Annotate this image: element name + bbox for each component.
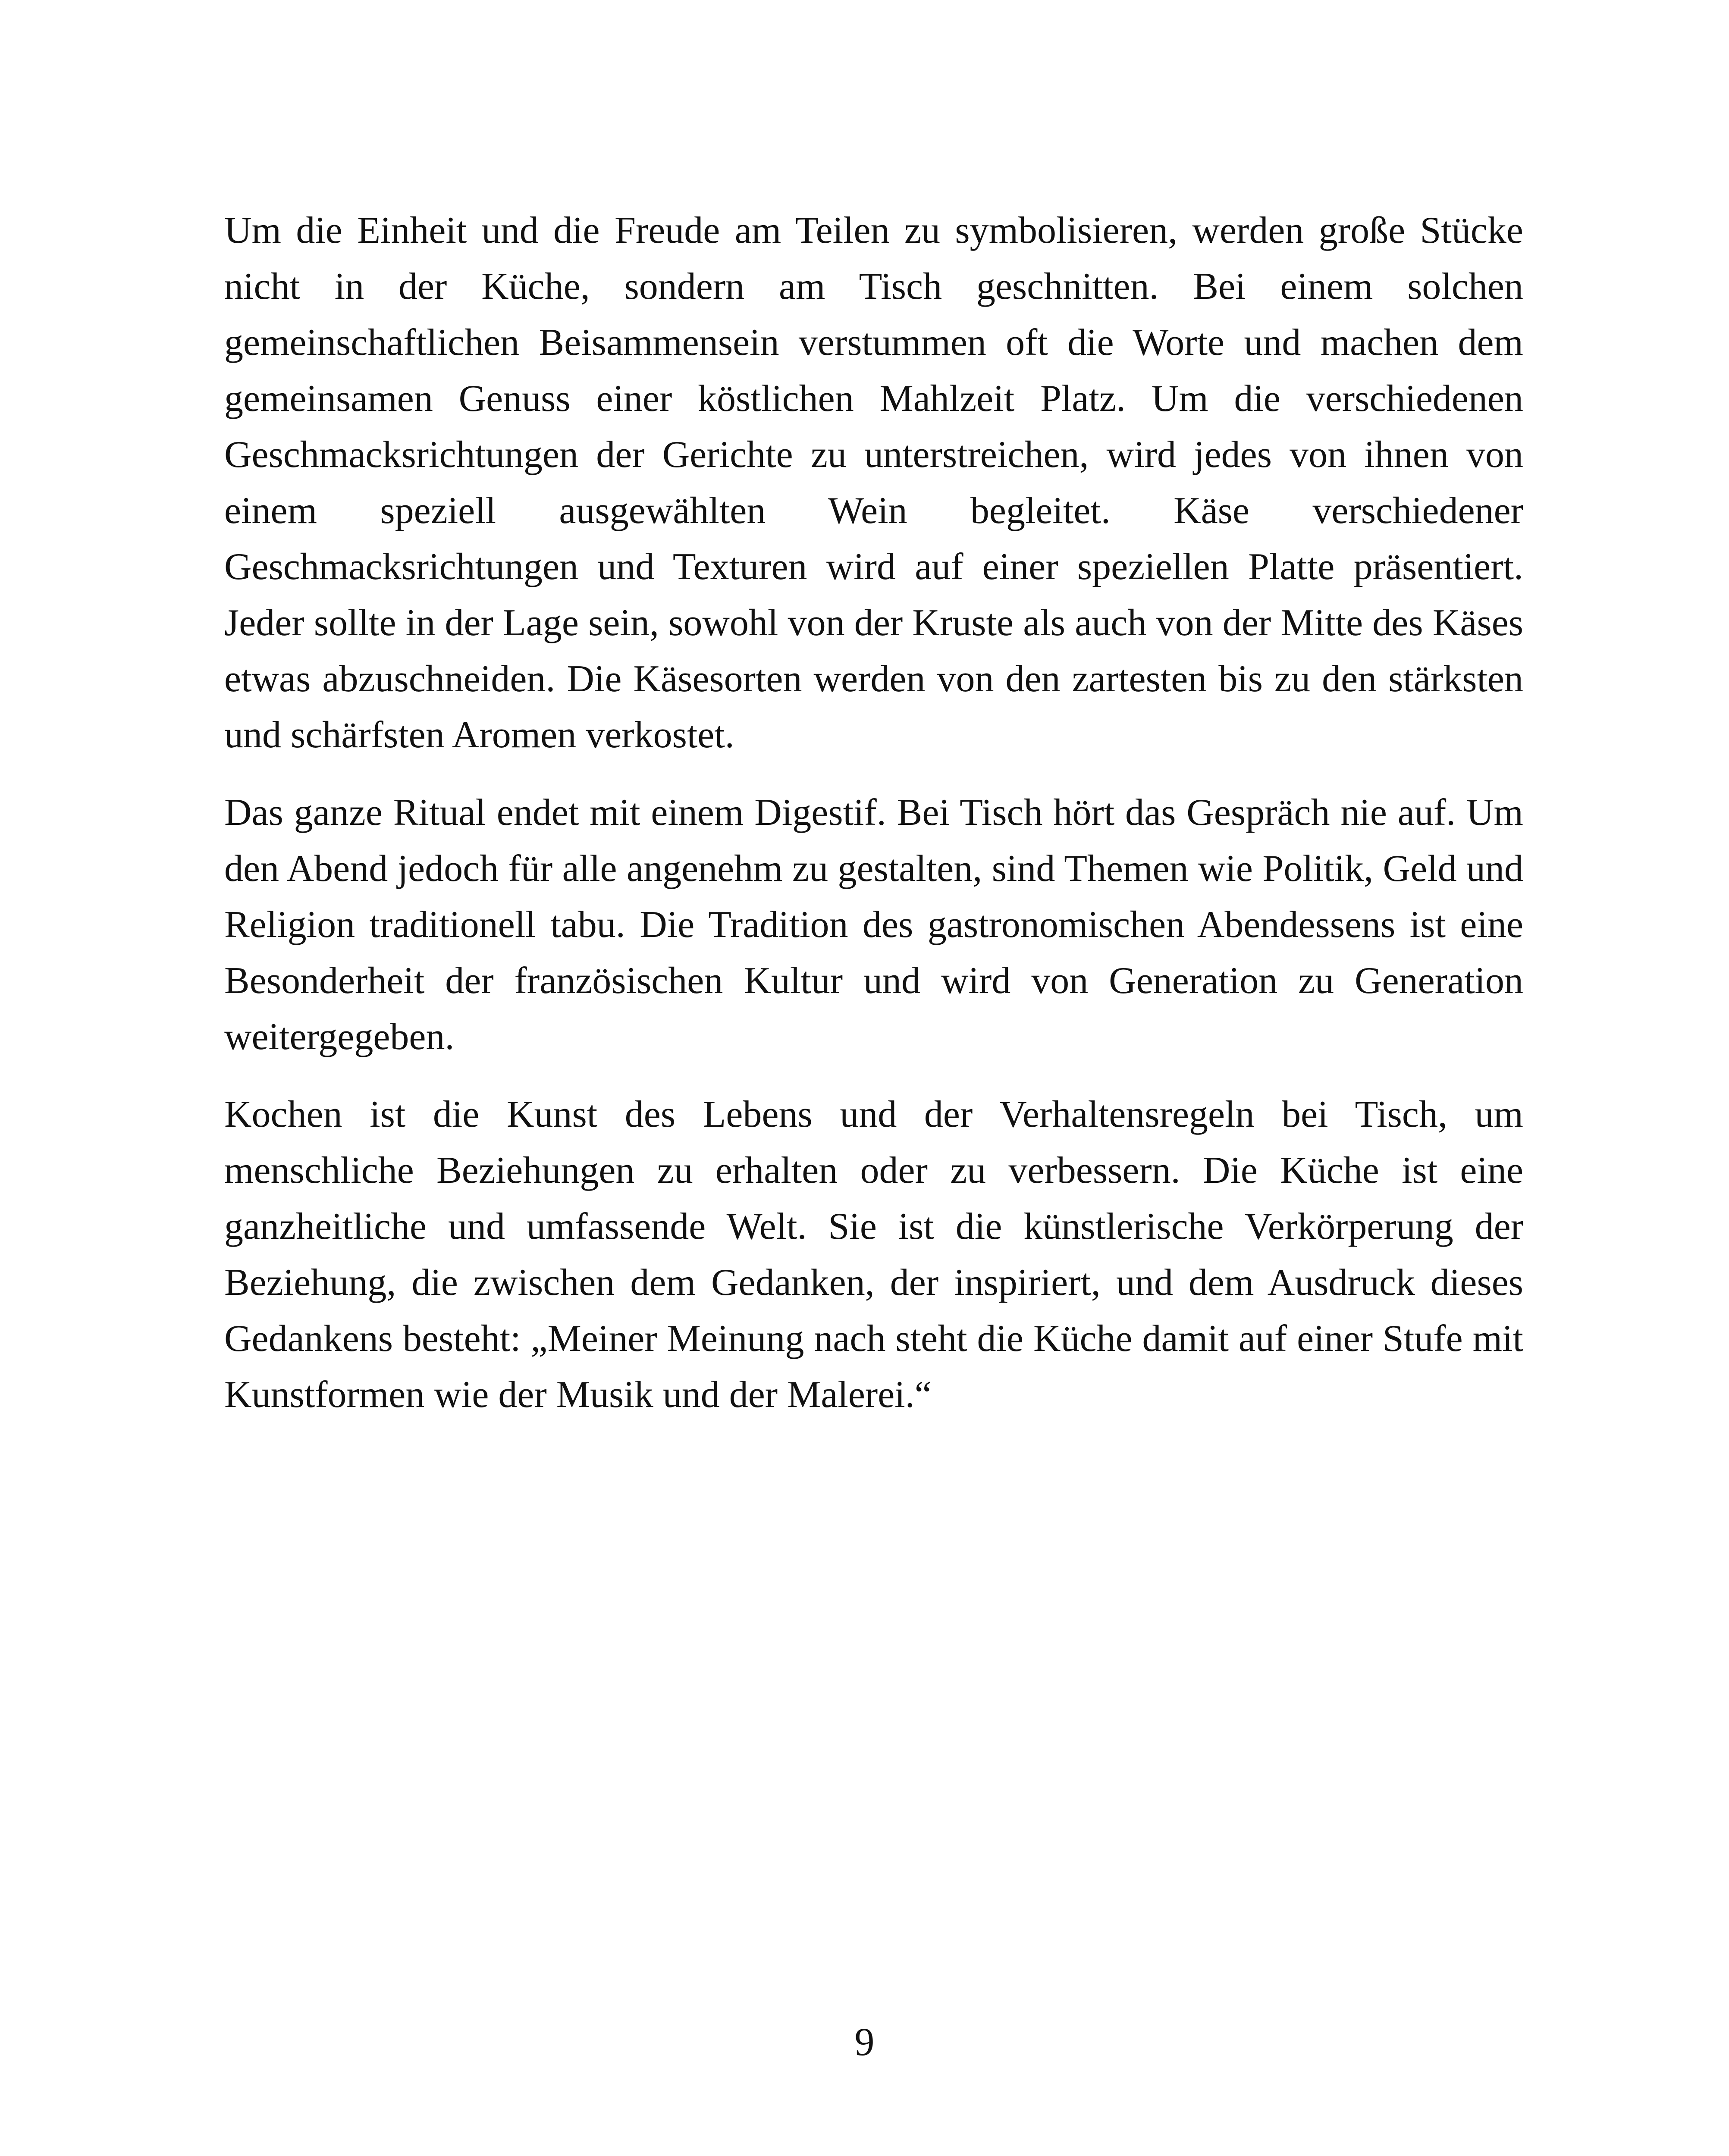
body-text <box>224 203 1523 1423</box>
paragraph-2: Das ganze Ritual endet mit einem Digestif. Bei Tisch hört das Gespräch nie auf. Um den Abend jedoch für alle angenehm zu gestalten, sind Themen wie Politik, Geld und Religion traditionell tabu. Die Tradition des gastronomischen Abendessens ist eine Besonderheit der französischen Kultur und wird von Generation zu Generation weitergegeben. <box>224 792 1523 1058</box>
paragraph-1: Um die Einheit und die Freude am Teilen zu symbolisieren, werden große Stücke nicht in der Küche, sondern am Tisch geschnitten. Bei einem solchen gemeinschaftlichen Beisammensein verstummen oft die Worte und machen dem gemeinsamen Genuss einer köstlichen Mahlzeit Platz. Um die verschiedenen Geschmacksrichtungen der Gerichte zu unterstreichen, wird jedes von ihnen von einem speziell ausgewählten Wein begleitet. Käse verschiedener Geschmacksrichtungen und Texturen wird auf einer speziellen Platte präsentiert. Jeder sollte in der Lage sein, sowohl von der Kruste als auch von der Mitte des Käses etwas abzuschneiden. Die Käsesorten werden von den zartesten bis zu den stärksten und schärfsten Aromen verkostet. <box>224 210 1523 756</box>
page-number: 9 <box>854 2020 875 2064</box>
paragraph-3: Kochen ist die Kunst des Lebens und der Verhaltensregeln bei Tisch, um menschliche Beziehungen zu erhalten oder zu verbessern. Die Küche ist eine ganzheitliche und umfassende Welt. Sie ist die künstlerische Verkörperung der Beziehung, die zwischen dem Gedanken, der inspiriert, und dem Ausdruck dieses Gedankens besteht: „Meiner Meinung nach steht die Küche damit auf einer Stufe mit Kunstformen wie der Musik und der Malerei.“ <box>224 1094 1523 1416</box>
